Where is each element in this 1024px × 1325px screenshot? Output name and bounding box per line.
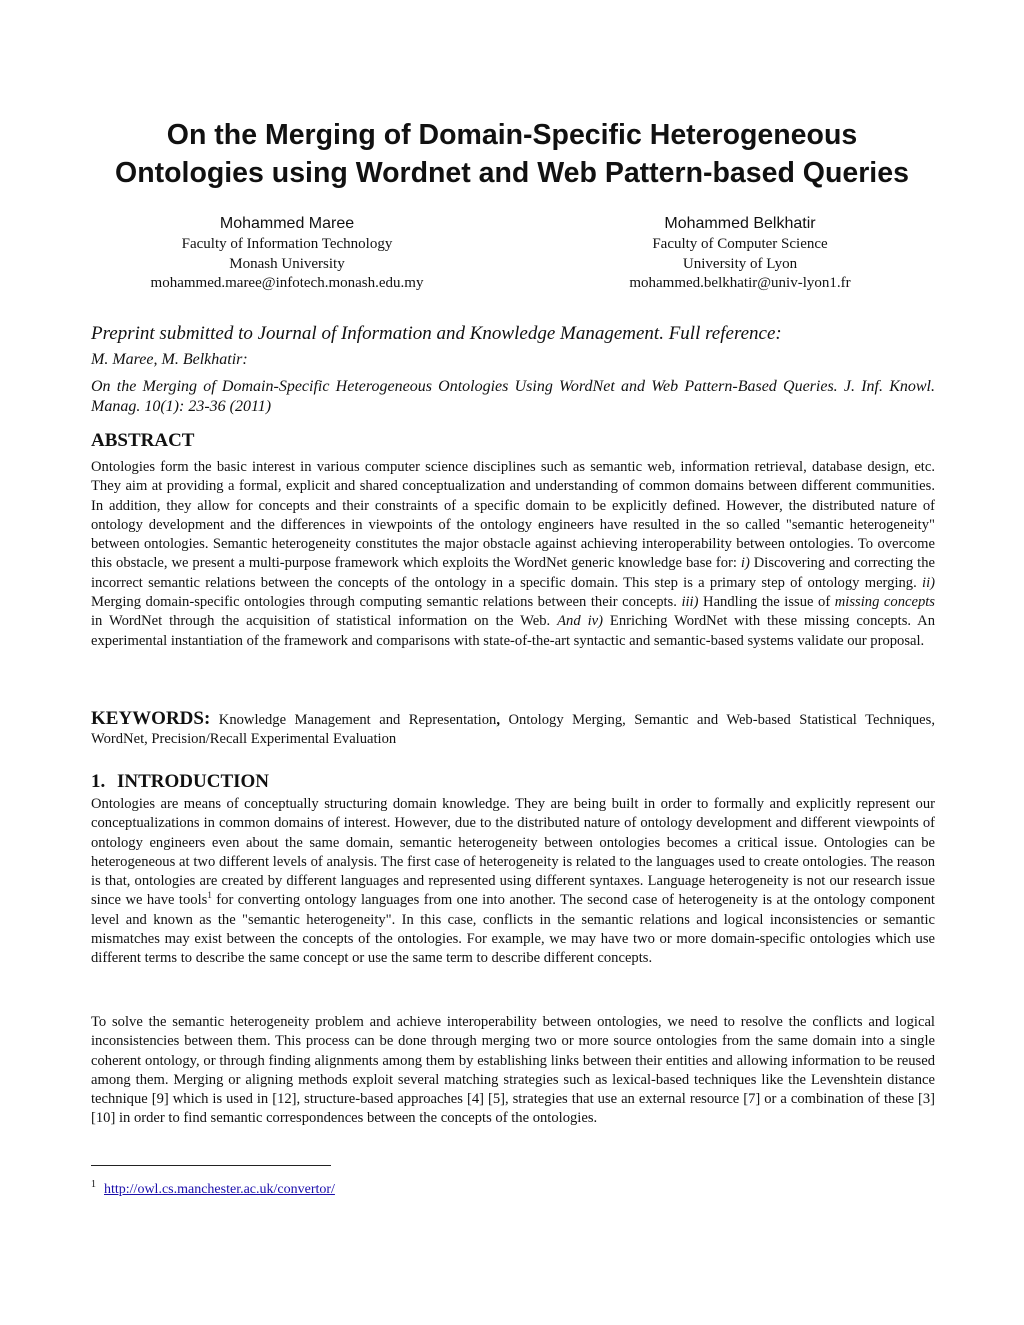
keywords-part-2: Ontology Merging, Semantic and Web-based Statistical Techniques, WordNet, Precision/Recall Experimental Evaluation: [91, 712, 935, 748]
author-name: Mohammed Maree: [219, 215, 355, 232]
footnote-link[interactable]: http://owl.cs.manchester.ac.uk/convertor/: [104, 1182, 335, 1197]
introduction-heading: [91, 771, 269, 793]
title-line-2: Ontologies using Wordnet and Web Pattern-based Queries: [115, 157, 909, 189]
abstract-text: [91, 458, 935, 651]
abstract-missing-concepts: missing concepts: [834, 594, 935, 611]
author-email[interactable]: mohammed.maree@infotech.monash.edu.my: [150, 275, 424, 291]
abstract-mark-i: i): [740, 555, 750, 572]
intro-paragraph-1: [91, 795, 935, 969]
title-line-1: On the Merging of Domain-Specific Heterogeneous: [166, 119, 858, 151]
author-email[interactable]: mohammed.belkhatir@univ-lyon1.fr: [629, 275, 851, 291]
intro-p1-part-1: Ontologies are means of conceptually structuring domain knowledge. They are being built in order to formally and explicitly represent our conceptualizations in common domains of interest. However, due to the distributed nature of ontology development and different viewpoints of ontology engineers even about the same domain, semantic heterogeneity between ontologies becomes a critical issue. Ontologies can be heterogeneous at two different levels of analysis. The first case of heterogeneity is related to the languages used to create ontologies. The reason is that, ontologies are created by different languages and represented using different syntaxes. Language heterogeneity is not our research issue since we have tools: [91, 796, 935, 909]
abstract-part-2: Discovering and correcting the incorrect semantic relations between the concepts of the ontology in a specific domain. This step is a primary step of ontology merging.: [91, 555, 935, 591]
abstract-part-4: Handling the issue of: [698, 594, 835, 611]
intro-p1-part-2: for converting ontology languages from one into another. The second case of heterogeneity is at the ontology component level and known as the "semantic heterogeneity". In this case, conflicts in the semantic relations and logical inconsistencies or semantic mismatches may exist between the concepts of the ontologies. For example, we may have two or more domain-specific ontologies which use different terms to describe the same concept or use the same term to describe different concepts.: [91, 892, 935, 967]
abstract-mark-iv: And iv): [557, 613, 603, 630]
abstract-part-5: in WordNet through the acquisition of statistical information on the Web.: [91, 613, 558, 630]
preprint-note: Preprint submitted to Journal of Information and Knowledge Management. Full reference:: [91, 323, 782, 344]
author-faculty: Faculty of Information Technology: [181, 236, 393, 252]
keywords-label: KEYWORDS:: [91, 708, 211, 729]
abstract-heading: ABSTRACT: [91, 430, 195, 451]
intro-paragraph-2: To solve the semantic heterogeneity problem and achieve interoperability between ontologies, we need to resolve the conflicts and logical inconsistencies between them. This process can be done through merging two or more source ontologies from the same domain into a single coherent ontology, or through finding alignments among them by establishing links between their entities and allowing information to be reused among them. Merging or aligning methods exploit several matching strategies such as lexical-based techniques like the Levenshtein distance technique [9] which is used in [12], structure-based approaches [4] [5], strategies that use an external resource [7] or a combination of these [3] [10] in order to find semantic correspondences between the concepts of the ontologies.: [91, 1014, 935, 1127]
author-institution: University of Lyon: [682, 255, 798, 272]
footnote-mark: 1: [91, 1179, 96, 1191]
keywords-paragraph: [91, 709, 935, 750]
footnote: [91, 1181, 335, 1199]
abstract-part-1: Ontologies form the basic interest in various computer science disciplines such as semantic web, information retrieval, database design, etc. They aim at providing a formal, explicit and shared conceptualization and understanding of common domains between different communities. In addition, they allow for concepts and their constraints of a specific domain to be explicitly defined. However, the distributed nature of ontology development and the differences in viewpoints of the ontology engineers have resulted in the so called "semantic heterogeneity" between ontologies. Semantic heterogeneity constitutes the major obstacle against achieving interoperability between ontologies. To overcome this obstacle, we present a multi-purpose framework which exploits the WordNet generic knowledge base for:: [91, 459, 935, 572]
preprint-authors: M. Maree, M. Belkhatir:: [91, 351, 248, 368]
keywords-comma: ,: [496, 712, 500, 728]
paper-title: [60, 116, 964, 192]
author-faculty: Faculty of Computer Science: [652, 236, 828, 252]
author-block-2: [520, 213, 960, 294]
author-block-1: [67, 213, 507, 294]
footnote-divider: [91, 1165, 331, 1166]
preprint-citation: On the Merging of Domain-Specific Heterogeneous Ontologies Using WordNet and Web Pattern-Based Queries. J. Inf. Knowl. Manag. 10(1): 23-36 (2011): [91, 378, 935, 415]
section-title: INTRODUCTION: [117, 771, 270, 792]
section-number: 1.: [91, 771, 106, 792]
abstract-mark-iii: iii): [681, 594, 699, 611]
abstract-mark-ii: ii): [922, 574, 935, 591]
author-name: Mohammed Belkhatir: [664, 215, 816, 232]
author-institution: Monash University: [229, 255, 345, 272]
abstract-part-6: Enriching WordNet with these missing concepts. An experimental instantiation of the framework and comparisons with state-of-the-art syntactic and semantic-based systems validate our proposal.: [91, 613, 935, 649]
abstract-part-3: Merging domain-specific ontologies through computing semantic relations between their concepts.: [91, 594, 682, 611]
footnote-reference[interactable]: 1: [207, 890, 212, 901]
keywords-part-1: Knowledge Management and Representation: [210, 712, 497, 728]
